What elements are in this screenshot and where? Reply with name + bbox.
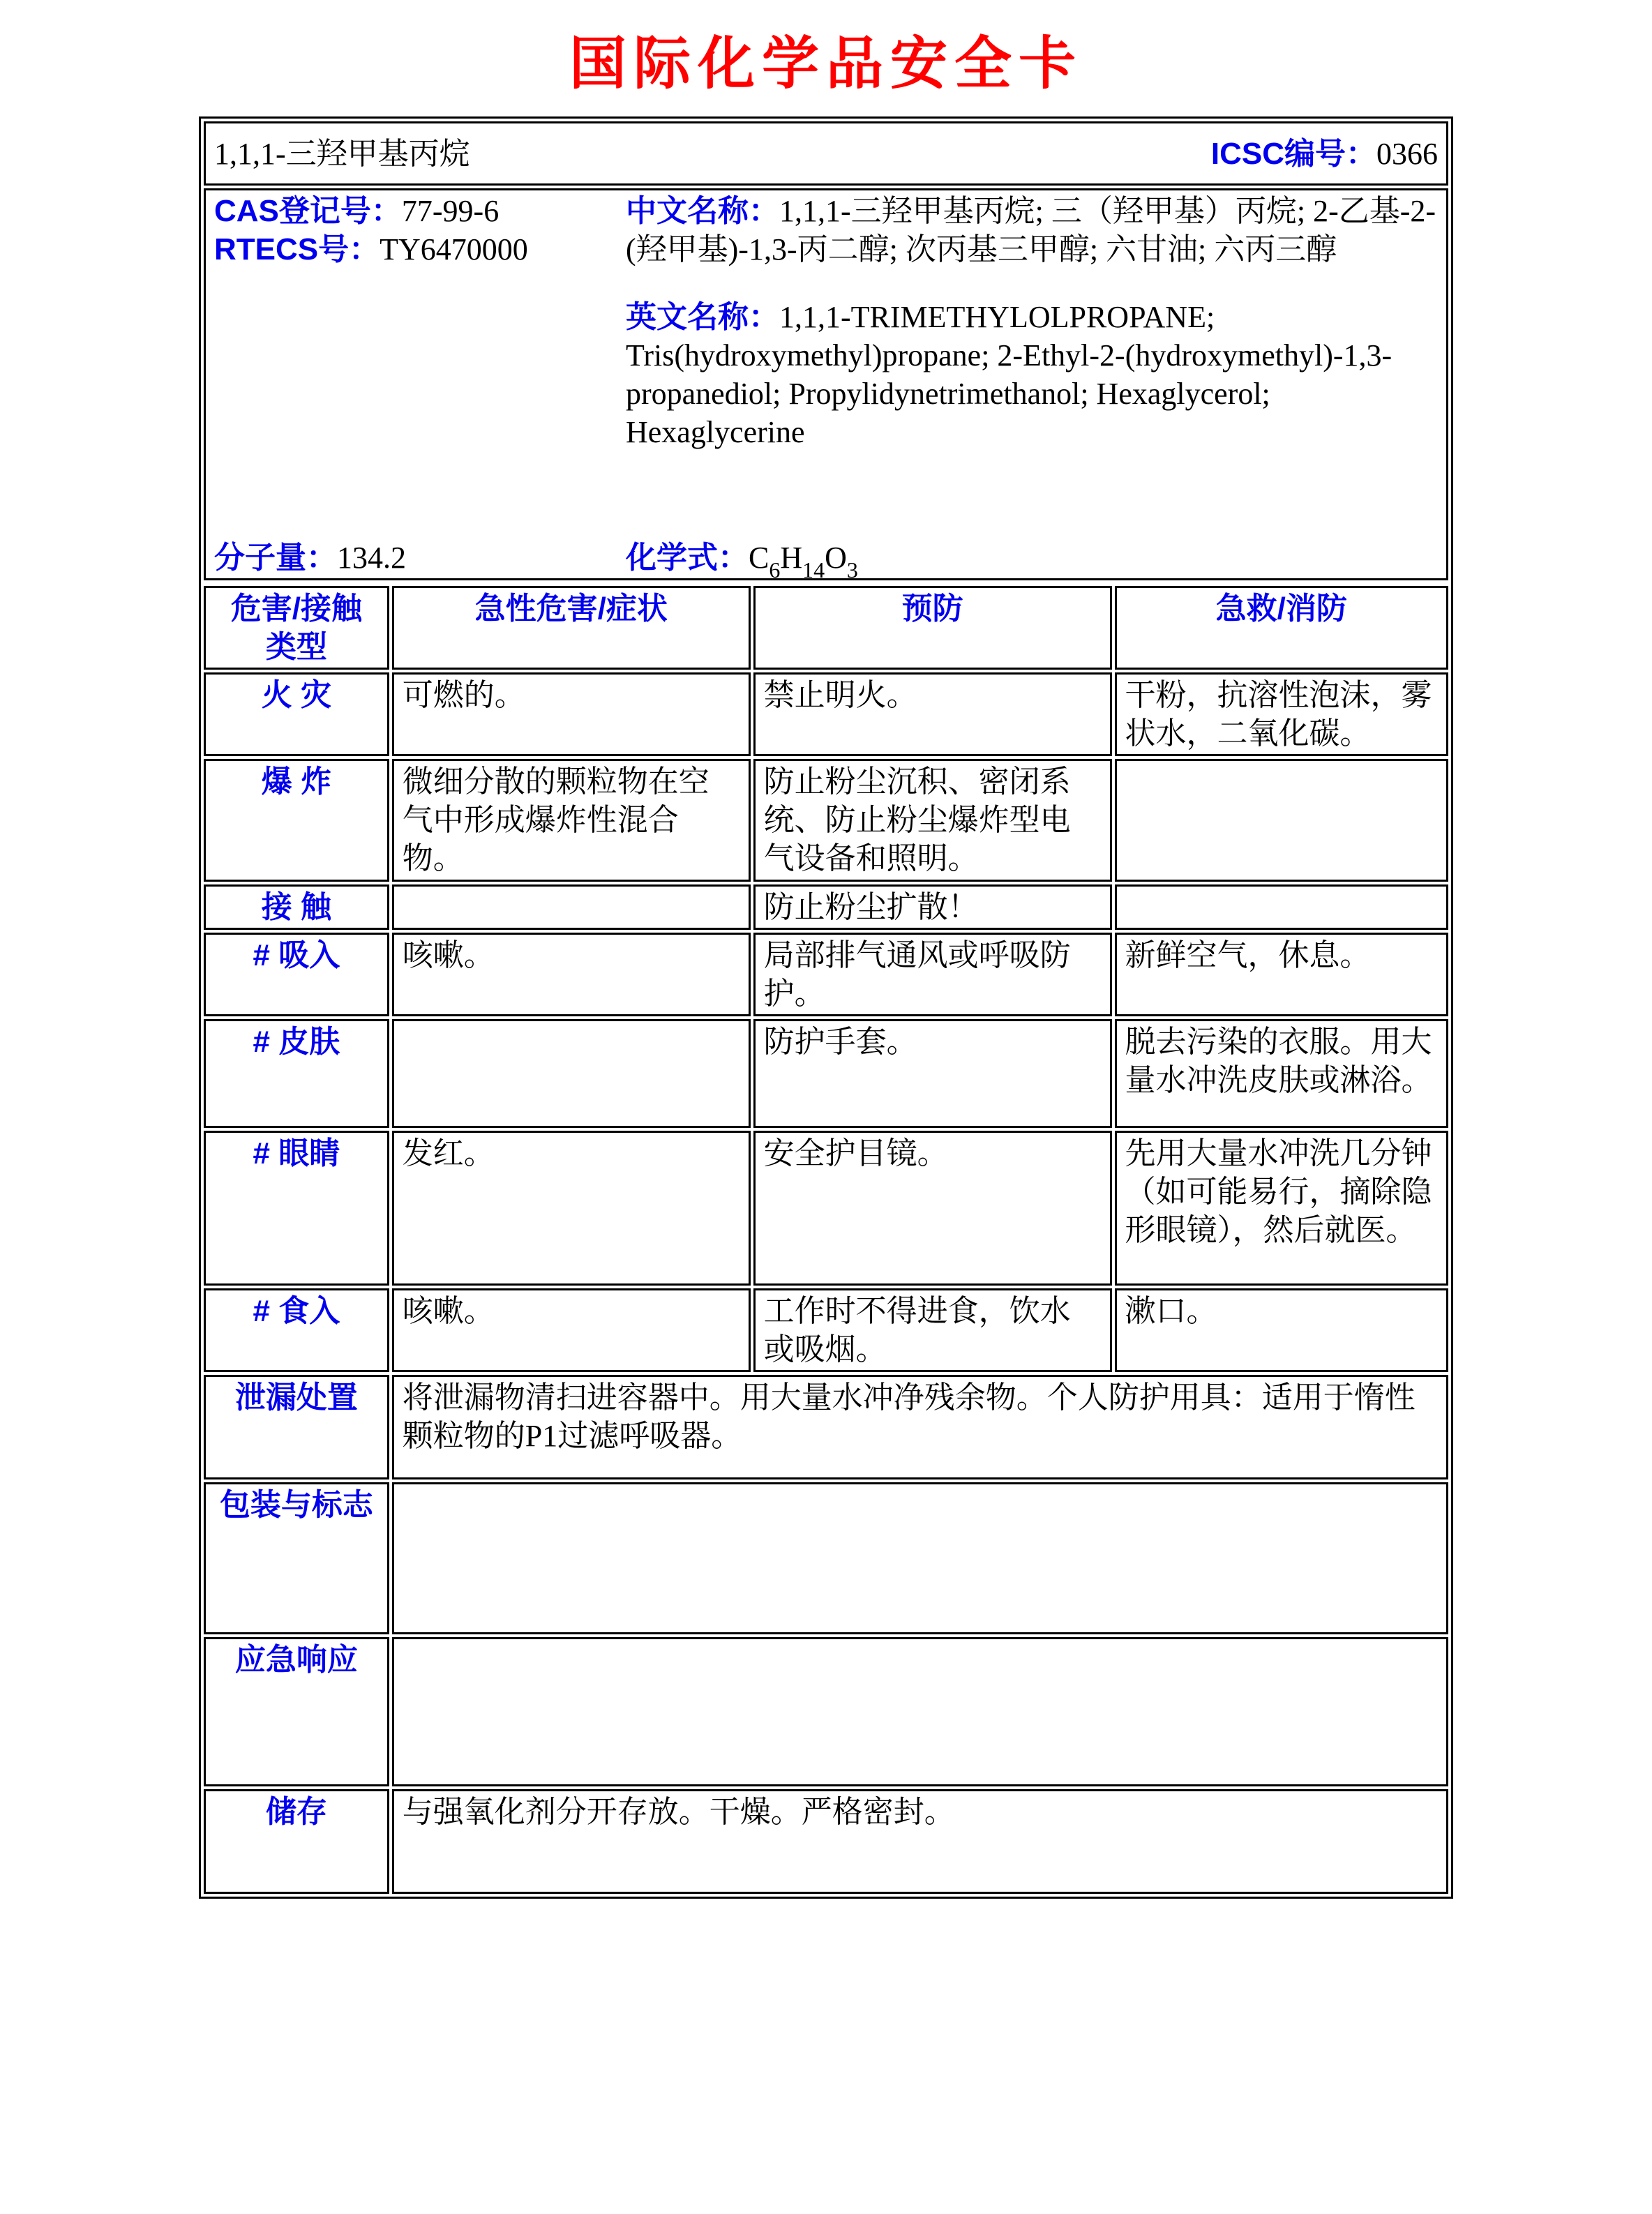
firstaid-cell-inhalation: 新鲜空气，休息。: [1115, 933, 1448, 1016]
rtecs-label: RTECS号：: [214, 232, 380, 266]
chemical-header-cell: [204, 121, 1448, 186]
symptoms-cell-skin: [392, 1019, 751, 1128]
hazard-row-label-skin: # 皮肤: [204, 1019, 389, 1128]
table-row-explosion: [204, 759, 1448, 882]
table-row-contact: [204, 884, 1448, 930]
chinese-name-value: 1,1,1-三羟甲基丙烷; 三（羟甲基）丙烷; 2-乙基-2-(羟甲基)-1,3-丙二醇; 次丙基三甲醇; 六甘油; 六丙三醇: [626, 194, 1436, 266]
firstaid-cell-ingestion: 漱口。: [1115, 1288, 1448, 1372]
chemical-formula-label: 化学式：: [626, 541, 749, 575]
packaging-content: [392, 1482, 1448, 1634]
hazard-row-label-eyes: # 眼睛: [204, 1131, 389, 1286]
prevention-cell-skin: 防护手套。: [753, 1019, 1112, 1128]
table-row-spillage: [204, 1375, 1448, 1479]
table-row-fire: [204, 672, 1448, 756]
hazard-row-label-contact: 接 触: [204, 884, 389, 930]
rtecs-value: TY6470000: [380, 232, 528, 266]
symptoms-cell-explosion: 微细分散的颗粒物在空气中形成爆炸性混合物。: [392, 759, 751, 882]
hazard-table: [201, 583, 1451, 1897]
english-name-label: 英文名称：: [626, 300, 779, 334]
storage-content: 与强氧化剂分开存放。干燥。严格密封。: [392, 1789, 1448, 1894]
firstaid-cell-skin: 脱去污染的衣服。用大量水冲洗皮肤或淋浴。: [1115, 1019, 1448, 1128]
identification-table: [201, 119, 1451, 583]
icsc-number-label: ICSC编号：: [1210, 136, 1376, 171]
chinese-name-label: 中文名称：: [626, 194, 779, 228]
registry-numbers: [214, 192, 626, 577]
page-title: 国际化学品安全卡: [569, 32, 1083, 96]
cas-number-line: [214, 192, 626, 230]
table-row-skin: [204, 1019, 1448, 1128]
row-label-storage: 储存: [204, 1789, 389, 1894]
symptoms-cell-fire: 可燃的。: [392, 672, 751, 756]
table-row-emergency-response: [204, 1637, 1448, 1786]
symptoms-cell-eyes: 发红。: [392, 1131, 751, 1286]
cas-label: CAS登记号：: [214, 194, 402, 228]
prevention-cell-eyes: 安全护目镜。: [753, 1131, 1112, 1286]
table-row-inhalation: [204, 933, 1448, 1016]
spacer: [214, 269, 626, 539]
identifiers-cell: [204, 188, 1448, 580]
hazard-header-row: [204, 586, 1448, 670]
safety-card: [199, 116, 1453, 1899]
col-header-prevention: 预防: [753, 586, 1112, 670]
firstaid-cell-eyes: 先用大量水冲洗几分钟（如可能易行，摘除隐形眼镜），然后就医。: [1115, 1131, 1448, 1286]
rtecs-number-line: [214, 230, 626, 269]
cas-value: 77-99-6: [401, 194, 500, 228]
prevention-cell-contact: 防止粉尘扩散！: [753, 884, 1112, 930]
table-row-packaging: [204, 1482, 1448, 1634]
symptoms-cell-inhalation: 咳嗽。: [392, 933, 751, 1016]
chemical-name: 1,1,1-三羟甲基丙烷: [214, 136, 470, 171]
col-header-symptoms: 急性危害/症状: [392, 586, 751, 670]
chemical-formula-line: [626, 539, 1438, 580]
row-label-emergency-response: 应急响应: [204, 1637, 389, 1786]
emergency-response-content: [392, 1637, 1448, 1786]
icsc-number-value: 0366: [1376, 136, 1438, 171]
spillage-content: 将泄漏物清扫进容器中。用大量水冲净残余物。个人防护用具：适用于惰性颗粒物的P1过滤呼吸器。: [392, 1375, 1448, 1479]
hazard-row-label-inhalation: # 吸入: [204, 933, 389, 1016]
col-header-firefighting: 急救/消防: [1115, 586, 1448, 670]
prevention-cell-ingestion: 工作时不得进食，饮水或吸烟。: [753, 1288, 1112, 1372]
molecular-weight-value: 134.2: [337, 541, 406, 575]
english-name-paragraph: [626, 298, 1438, 451]
table-row-storage: [204, 1789, 1448, 1894]
prevention-cell-inhalation: 局部排气通风或呼吸防护。: [753, 933, 1112, 1016]
hazard-row-label-ingestion: # 食入: [204, 1288, 389, 1372]
molecular-weight-line: [214, 539, 626, 577]
chemical-formula-value: $C_6H_{14}O_3$: [749, 541, 858, 580]
hazard-row-label-explosion: 爆 炸: [204, 759, 389, 882]
prevention-cell-explosion: 防止粉尘沉积、密闭系统、防止粉尘爆炸型电气设备和照明。: [753, 759, 1112, 882]
chemical-names: [626, 192, 1438, 580]
molecular-weight-label: 分子量：: [214, 541, 337, 575]
symptoms-cell-contact: [392, 884, 751, 930]
firstaid-cell-contact: [1115, 884, 1448, 930]
english-name-value: 1,1,1-TRIMETHYLOLPROPANE; Tris(hydroxymethyl)propane; 2-Ethyl-2-(hydroxymethyl)-1,3-propanediol; Propylidynetrimethanol; Hexaglycerol; Hexaglycerine: [626, 300, 1392, 449]
col-header-hazard-type: 危害/接触 类型: [204, 586, 389, 670]
table-row-eyes: [204, 1131, 1448, 1286]
row-label-spillage: 泄漏处置: [204, 1375, 389, 1479]
table-row-ingestion: [204, 1288, 1448, 1372]
firstaid-cell-fire: 干粉，抗溶性泡沫，雾状水，二氧化碳。: [1115, 672, 1448, 756]
hazard-row-label-fire: 火 灾: [204, 672, 389, 756]
chinese-name-paragraph: [626, 192, 1438, 269]
row-label-packaging: 包装与标志: [204, 1482, 389, 1634]
prevention-cell-fire: 禁止明火。: [753, 672, 1112, 756]
firstaid-cell-explosion: [1115, 759, 1448, 882]
symptoms-cell-ingestion: 咳嗽。: [392, 1288, 751, 1372]
icsc-number: [1211, 135, 1438, 173]
